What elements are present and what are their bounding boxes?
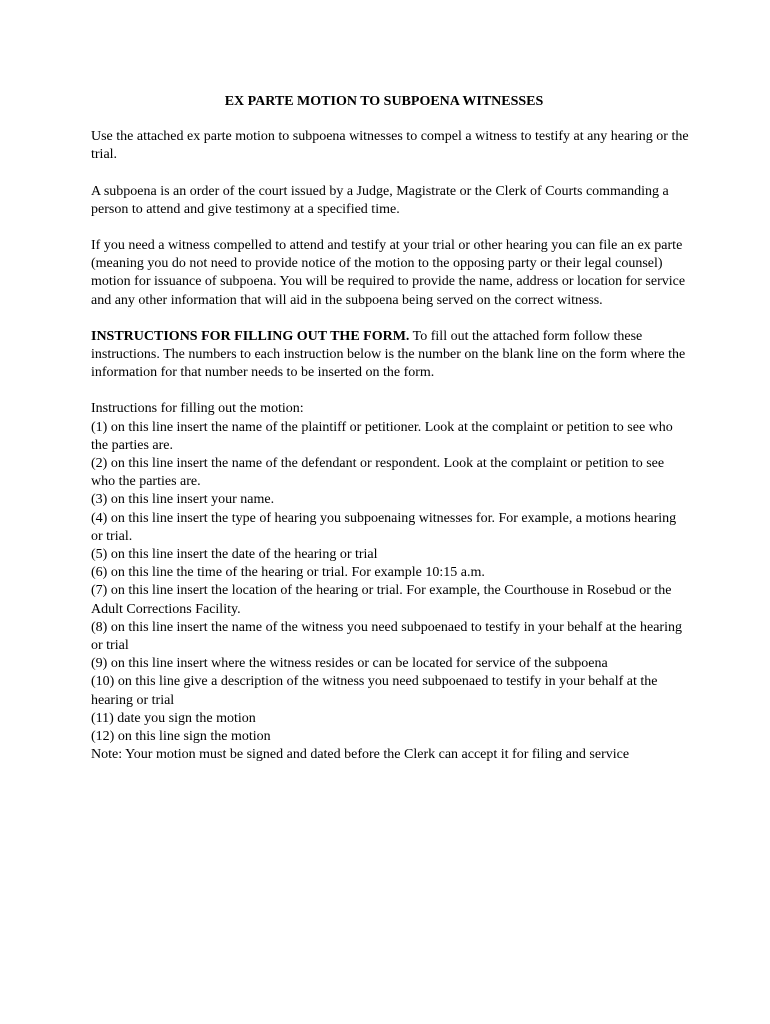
instruction-item-11: (11) date you sign the motion [91, 710, 256, 726]
instruction-item-8: (8) on this line insert the name of the witness you need subpoenaed to testify in your behalf at the hearing or trial [91, 619, 682, 654]
instruction-item-2: (2) on this line insert the name of the defendant or respondent. Look at the complaint or petition to see who the parties are. [91, 456, 665, 490]
instruction-item-12: (12) on this line sign the motion [91, 729, 271, 745]
motion-instructions-heading: Instructions for filling out the motion: [91, 401, 304, 417]
explanation-paragraph: If you need a witness compelled to attend and testify at your trial or other hearing you can file an ex parte (meaning you do not need to provide notice of the motion to the opposing party or their legal counsel) motion for issuance of subpoena. You will be required to provide the name, address or location for service and any other information that will aid in the subpoena being served on the correct witness. [91, 238, 686, 308]
instruction-item-9: (9) on this line insert where the witness resides or can be located for service of the subpoena [91, 656, 608, 672]
instruction-item-7: (7) on this line insert the location of the hearing or trial. For example, the Courthouse in Rosebud or the Adult Corrections Facility. [91, 583, 672, 617]
instruction-item-5: (5) on this line insert the date of the hearing or trial [91, 547, 378, 563]
instructions-paragraph [91, 328, 691, 383]
document-page [91, 93, 691, 765]
definition-paragraph: A subpoena is an order of the court issued by a Judge, Magistrate or the Clerk of Courts commanding a person to attend and give testimony at a specified time. [91, 183, 669, 217]
instruction-item-3: (3) on this line insert your name. [91, 492, 275, 508]
instruction-item-4: (4) on this line insert the type of hearing you subpoenaing witnesses for. For example, a motions hearing or trial. [91, 510, 677, 544]
instruction-item-6: (6) on this line the time of the hearing or trial. For example 10:15 a.m. [91, 565, 485, 581]
instructions-heading: INSTRUCTIONS FOR FILLING OUT THE FORM. [91, 328, 410, 344]
filing-note: Note: Your motion must be signed and dated before the Clerk can accept it for filing and service [91, 747, 630, 763]
document-title: EX PARTE MOTION TO SUBPOENA WITNESSES [224, 94, 544, 109]
instruction-item-1: (1) on this line insert the name of the plaintiff or petitioner. Look at the complaint or petition to see who the parties are. [91, 419, 673, 453]
intro-paragraph: Use the attached ex parte motion to subpoena witnesses to compel a witness to testify at any hearing or the trial. [91, 129, 689, 163]
instructions-intro: To fill out the attached form follow these instructions. The numbers to each instruction below is the number on the blank line on the form where the information for that number needs to be inserted on the form. [91, 328, 686, 381]
instruction-item-10: (10) on this line give a description of the witness you need subpoenaed to testify in your behalf at the hearing or trial [91, 674, 658, 708]
motion-instructions [91, 400, 691, 764]
